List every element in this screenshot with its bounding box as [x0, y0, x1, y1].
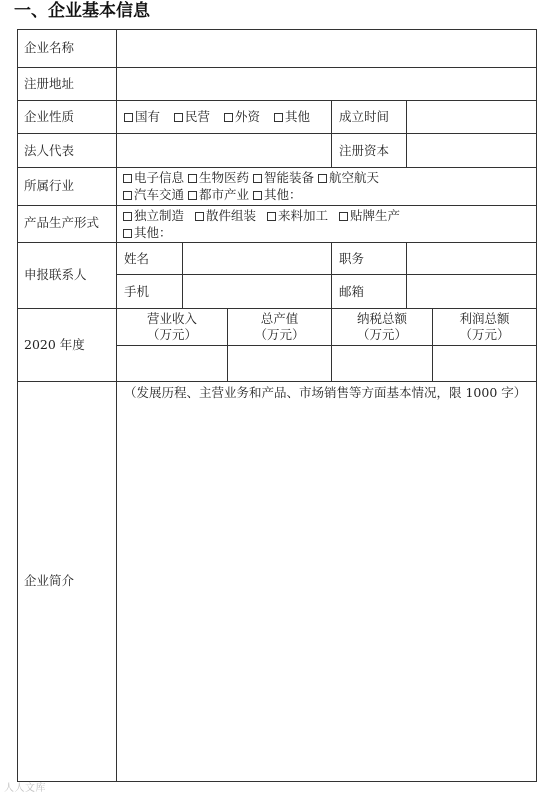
row-border	[17, 308, 537, 309]
checkbox-icon[interactable]	[224, 113, 233, 122]
industry-option-aerospace[interactable]: 航空航天	[318, 170, 379, 186]
row-border	[17, 29, 537, 30]
production-options-row1	[123, 208, 400, 224]
section-title: 一、企业基本信息	[14, 1, 150, 21]
checkbox-icon[interactable]	[267, 212, 276, 221]
column-border	[331, 100, 332, 167]
production-options-row2	[123, 225, 172, 241]
contact-position-label: 职务	[339, 251, 365, 266]
production-option-other[interactable]: 其他：	[123, 225, 172, 241]
production-option-assembly[interactable]: 散件组装	[195, 208, 256, 224]
row-border	[17, 205, 537, 206]
checkbox-icon[interactable]	[123, 174, 132, 183]
checkbox-icon[interactable]	[253, 174, 262, 183]
legal-rep-label: 法人代表	[24, 143, 75, 158]
column-border	[536, 29, 537, 782]
row-border	[17, 133, 537, 134]
checkbox-icon[interactable]	[253, 191, 262, 200]
nature-option-foreign[interactable]: 外资	[224, 109, 260, 125]
column-border	[406, 100, 407, 167]
year-label: 2020 年度	[24, 337, 85, 352]
row-border	[17, 381, 537, 382]
contact-mobile-label: 手机	[124, 284, 150, 299]
industry-option-electronics[interactable]: 电子信息	[123, 170, 184, 186]
checkbox-icon[interactable]	[274, 113, 283, 122]
reg-capital-label: 注册资本	[339, 143, 390, 158]
watermark: 人人文库	[4, 783, 46, 794]
industry-label: 所属行业	[24, 178, 75, 193]
revenue-header: 营业收入 （万元）	[146, 311, 197, 342]
industry-option-urban[interactable]: 都市产业	[188, 187, 249, 203]
production-form-label: 产品生产形式	[24, 215, 100, 230]
industry-options-row2	[123, 187, 302, 203]
industry-option-biomed[interactable]: 生物医药	[188, 170, 249, 186]
checkbox-icon[interactable]	[188, 174, 197, 183]
nature-options	[124, 109, 310, 125]
profile-label: 企业简介	[24, 573, 75, 588]
row-border	[116, 274, 537, 275]
nature-option-state[interactable]: 国有	[124, 109, 160, 125]
industry-option-auto[interactable]: 汽车交通	[123, 187, 184, 203]
nature-label: 企业性质	[24, 109, 75, 124]
column-border	[116, 29, 117, 782]
industry-option-other[interactable]: 其他：	[253, 187, 302, 203]
production-option-processing[interactable]: 来料加工	[267, 208, 328, 224]
column-border	[182, 242, 183, 308]
nature-option-private[interactable]: 民营	[174, 109, 210, 125]
company-name-label: 企业名称	[24, 40, 75, 55]
row-border	[17, 781, 537, 782]
row-border	[17, 242, 537, 243]
profit-total-header: 利润总额 （万元）	[459, 311, 510, 342]
contact-email-label: 邮箱	[339, 284, 365, 299]
contact-name-label: 姓名	[124, 251, 150, 266]
checkbox-icon[interactable]	[123, 191, 132, 200]
output-value-header: 总产值 （万元）	[254, 311, 305, 342]
nature-option-other[interactable]: 其他	[274, 109, 310, 125]
checkbox-icon[interactable]	[123, 229, 132, 238]
checkbox-icon[interactable]	[318, 174, 327, 183]
industry-options-row1	[123, 170, 379, 186]
checkbox-icon[interactable]	[124, 113, 133, 122]
tax-total-header: 纳税总额 （万元）	[356, 311, 407, 342]
row-border	[17, 100, 537, 101]
contact-label: 申报联系人	[24, 267, 87, 282]
checkbox-icon[interactable]	[188, 191, 197, 200]
production-option-independent[interactable]: 独立制造	[123, 208, 184, 224]
established-label: 成立时间	[339, 109, 390, 124]
profile-note: （发展历程、主营业务和产品、市场销售等方面基本情况，限 1000 字）	[124, 385, 527, 400]
row-border	[17, 167, 537, 168]
checkbox-icon[interactable]	[339, 212, 348, 221]
production-option-oem[interactable]: 贴牌生产	[339, 208, 400, 224]
checkbox-icon[interactable]	[174, 113, 183, 122]
column-border	[17, 29, 18, 782]
row-border	[17, 67, 537, 68]
checkbox-icon[interactable]	[123, 212, 132, 221]
row-border	[116, 345, 537, 346]
column-border	[331, 242, 332, 308]
industry-option-equipment[interactable]: 智能装备	[253, 170, 314, 186]
checkbox-icon[interactable]	[195, 212, 204, 221]
column-border	[406, 242, 407, 308]
reg-address-label: 注册地址	[24, 76, 75, 91]
